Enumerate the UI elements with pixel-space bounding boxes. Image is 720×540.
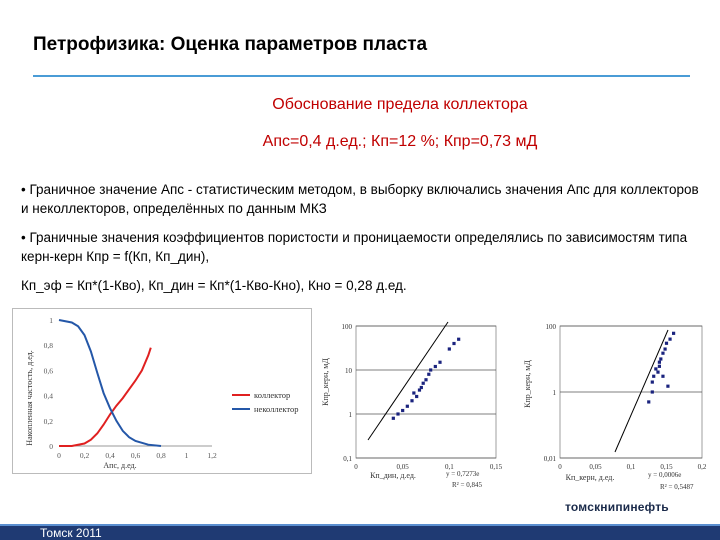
chart1-x-tick-label: 0,8	[156, 451, 166, 460]
chart3-data-point	[651, 380, 654, 383]
chart2-data-point	[427, 373, 430, 376]
chart3-data-point	[661, 352, 664, 355]
chart3-y-ticks	[544, 323, 557, 463]
chart2-data-point	[452, 342, 455, 345]
chart3-y-tick-label: 0,01	[543, 455, 556, 463]
chart2-data-point	[448, 347, 451, 350]
chart3-y-tick-label: 1	[552, 389, 556, 397]
footer-text: Томск 2011	[40, 526, 102, 540]
chart2-trendline	[368, 322, 448, 440]
bullet-core-dependencies: • Граничные значения коэффициентов пористости и проницаемости определялись по зависимостям типа керн-керн Кпр = f(Кп, Кп_дин),	[21, 230, 688, 264]
chart2-equation: y = 0,7273e	[446, 470, 480, 478]
chart3-data-point	[663, 347, 666, 350]
chart2-x-tick-label: 0,05	[396, 463, 409, 471]
chart1-y-tick-label: 0,4	[43, 391, 53, 401]
chart-perm-vs-dynamic-porosity	[318, 312, 518, 490]
chart3-data-point	[654, 367, 657, 370]
chart2-data-point	[401, 409, 404, 412]
chart1-x-tick-label: 0	[57, 451, 61, 460]
parameter-values: Апс=0,4 д.ед.; Кп=12 %; Кпр=0,73 мД	[262, 133, 538, 150]
company-logo-text: томскнипинефть	[565, 500, 669, 514]
chart1-y-tick-label: 1	[49, 316, 53, 325]
chart2-y-tick-label: 0,1	[343, 455, 352, 463]
chart3-x-tick-label: 0,15	[660, 463, 673, 471]
title-divider	[33, 75, 690, 77]
chart2-data-point	[420, 386, 423, 389]
chart3-data-point	[672, 332, 675, 335]
chart2-data-point	[434, 365, 437, 368]
chart3-x-tick-label: 0	[558, 463, 562, 471]
chart1-ylabel: Накопленная частость, д.ед.	[25, 350, 34, 446]
chart-cumulative-frequency	[12, 308, 312, 474]
chart1-x-tick-label: 0,6	[130, 451, 141, 460]
chart3-data-point	[658, 361, 661, 364]
chart2-y-ticks	[342, 323, 353, 463]
chart3-equation: y = 0,0006e	[648, 471, 682, 479]
chart3-data-point	[665, 342, 668, 345]
chart2-data-point	[396, 412, 399, 415]
chart2-r2: R² = 0,845	[452, 481, 482, 489]
slide-title: Петрофизика: Оценка параметров пласта	[33, 34, 428, 55]
chart1-x-tick-label: 1,2	[207, 451, 217, 460]
chart1-y-tick-label: 0,8	[43, 341, 53, 351]
chart3-data-point	[647, 400, 650, 403]
chart1-xlabel: Апс, д.ед.	[103, 461, 137, 470]
chart2-x-tick-label: 0,15	[489, 463, 503, 471]
chart2-data-point	[410, 399, 413, 402]
bullet-statistical-method: • Граничное значение Апс - статистическим методом, в выборку включались значения Апс для коллекторов и неколлекторов, определённых по данным МКЗ	[21, 182, 699, 216]
chart3-x-tick-label: 0,05	[589, 463, 602, 471]
chart2-xlabel: Кп_дин, д.ед.	[370, 471, 416, 480]
chart2-x-tick-label: 0	[354, 463, 358, 471]
chart3-grid	[560, 326, 702, 458]
chart2-data-point	[422, 382, 425, 385]
chart2-data-point	[415, 395, 418, 398]
chart3-r2: R² = 0,5487	[660, 483, 694, 491]
chart2-data-point	[429, 368, 432, 371]
chart3-x-tick-label: 0,1	[626, 463, 636, 471]
chart2-y-tick-label: 100	[341, 323, 352, 331]
chart1-x-tick-label: 0,2	[79, 451, 90, 460]
chart2-points	[392, 338, 461, 420]
formula-text: Кп_эф = Кп*(1-Кво), Кп_дин = Кп*(1-Кво-Кно), Кно = 0,28 д.ед.	[21, 278, 407, 293]
chart3-data-point	[658, 365, 661, 368]
footer-bar	[0, 526, 720, 540]
chart2-y-tick-label: 1	[348, 411, 352, 419]
chart2-data-point	[424, 378, 427, 381]
slide-subtitle: Обоснование предела коллектора	[272, 96, 528, 113]
chart3-data-point	[666, 385, 669, 388]
chart1-y-tick-label: 0	[49, 442, 53, 451]
chart3-y-tick-label: 100	[545, 323, 556, 331]
chart2-x-tick-label: 0,1	[444, 463, 454, 471]
chart2-data-point	[406, 405, 409, 408]
chart3-x-tick-label: 0,2	[697, 463, 707, 471]
chart2-x-ticks	[354, 463, 502, 471]
chart2-grid	[356, 326, 496, 458]
chart3-data-point	[661, 375, 664, 378]
chart3-trendline	[615, 330, 668, 452]
chart3-data-point	[668, 338, 671, 341]
chart2-y-tick-label: 10	[345, 367, 352, 375]
chart2-plot-frame	[356, 326, 496, 458]
chart1-x-tick-label: 0,4	[105, 451, 115, 460]
chart3-data-point	[659, 357, 662, 360]
chart2-data-point	[438, 361, 441, 364]
chart2-ylabel: Кпр_керн, мД	[321, 358, 330, 406]
chart2-data-point	[412, 391, 415, 394]
chart-perm-vs-core-porosity	[520, 312, 718, 496]
chart3-data-point	[656, 371, 659, 374]
legend-collector-label: коллектор	[254, 390, 291, 400]
chart2-data-point	[392, 417, 395, 420]
chart2-data-point	[457, 338, 460, 341]
chart3-xlabel: Кп_керн, д.ед.	[565, 473, 615, 482]
chart1-y-tick-label: 0,6	[43, 366, 53, 376]
chart1-y-tick-label: 0,2	[43, 416, 53, 426]
chart3-data-point	[652, 375, 655, 378]
chart3-x-ticks	[558, 463, 707, 471]
legend-noncollector-label: неколлектор	[254, 404, 299, 414]
chart3-data-point	[651, 390, 654, 393]
chart3-ylabel: Кпр_керн, мД	[523, 360, 532, 408]
chart1-x-tick-label: 1	[184, 451, 189, 460]
